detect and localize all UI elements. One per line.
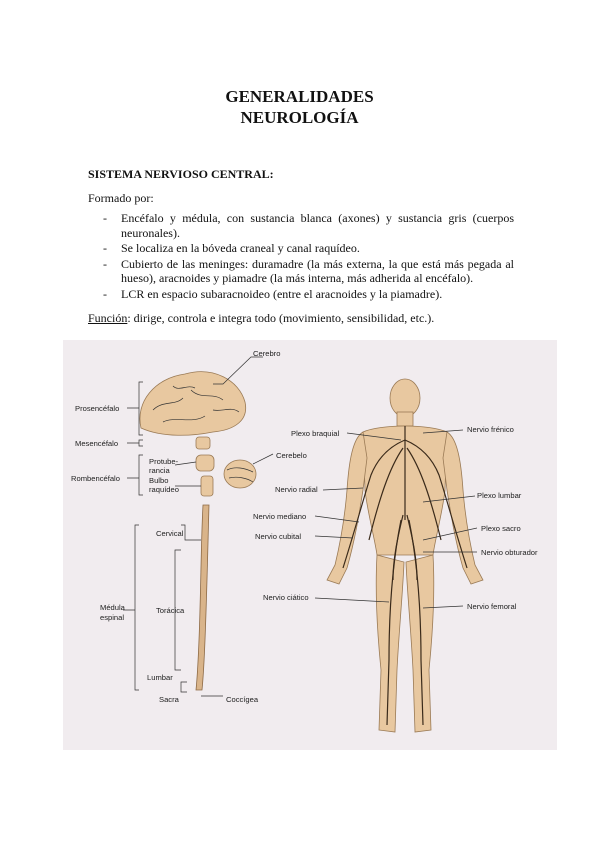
label-bulbo-1: Bulbo — [149, 476, 169, 485]
label-nervio-obturador: Nervio obturador — [481, 548, 538, 557]
label-medula-2: espinal — [100, 613, 125, 622]
label-toracica: Torácica — [156, 606, 185, 615]
bullet-item: - Se localiza en la bóveda craneal y canal raquídeo. — [103, 241, 514, 256]
intro-text: Formado por: — [88, 191, 154, 205]
label-coccigea: Coccígea — [226, 695, 259, 704]
function-text: : dirige, controla e integra todo (movimiento, sensibilidad, etc.). — [127, 311, 435, 325]
bullet-list — [103, 211, 514, 302]
function-label: Función — [88, 311, 128, 325]
label-medula-1: Médula — [100, 603, 125, 612]
page-subtitle: NEUROLOGÍA — [240, 108, 359, 127]
cerebelo-illustration — [224, 460, 256, 488]
page-title: GENERALIDADES — [225, 87, 374, 106]
label-prosencefalo: Prosencéfalo — [75, 404, 120, 413]
bullet-item: - Encéfalo y médula, con sustancia blanca (axones) y sustancia gris (cuerpos neuronales). — [103, 211, 514, 240]
label-nervio-ciatico: Nervio ciático — [263, 593, 309, 602]
label-nervio-mediano: Nervio mediano — [253, 512, 307, 521]
bullet-item: - Cubierto de las meninges: duramadre (la más externa, la que está más pegada al hueso), aracnoides y piamadre (la más interna, más adherida al encéfalo). — [103, 257, 514, 286]
brain-illustration — [140, 372, 246, 436]
protuberancia-illustration — [196, 455, 214, 471]
mesencefalo-illustration — [196, 437, 210, 449]
section-heading: SISTEMA NERVIOSO CENTRAL: — [88, 167, 274, 181]
human-figure-illustration — [327, 379, 483, 732]
label-nervio-cubital: Nervio cubital — [255, 532, 302, 541]
label-bulbo-2: raquídeo — [149, 485, 179, 494]
label-protuberancia-1: Protube- — [149, 457, 179, 466]
bulbo-illustration — [201, 476, 213, 496]
nervous-system-figure — [63, 340, 557, 750]
label-protuberancia-2: rancia — [149, 466, 170, 475]
medula-illustration — [196, 505, 209, 690]
label-lumbar: Lumbar — [147, 673, 173, 682]
label-cerebelo: Cerebelo — [276, 451, 307, 460]
label-nervio-radial: Nervio radial — [275, 485, 318, 494]
label-nervio-frenico: Nervio frénico — [467, 425, 514, 434]
label-sacra: Sacra — [159, 695, 179, 704]
label-nervio-femoral: Nervio femoral — [467, 602, 517, 611]
label-cerebro: Cerebro — [253, 349, 281, 358]
function-paragraph — [88, 311, 434, 326]
label-cervical: Cervical — [156, 529, 184, 538]
bullet-item: - LCR en espacio subaracnoideo (entre el aracnoides y la piamadre). — [103, 287, 514, 302]
label-plexo-braquial: Plexo braquial — [291, 429, 340, 438]
label-plexo-lumbar: Plexo lumbar — [477, 491, 522, 500]
figure-svg — [63, 340, 557, 750]
label-plexo-sacro: Plexo sacro — [481, 524, 521, 533]
label-rombencefalo: Rombencéfalo — [71, 474, 120, 483]
label-mesencefalo: Mesencéfalo — [75, 439, 119, 448]
